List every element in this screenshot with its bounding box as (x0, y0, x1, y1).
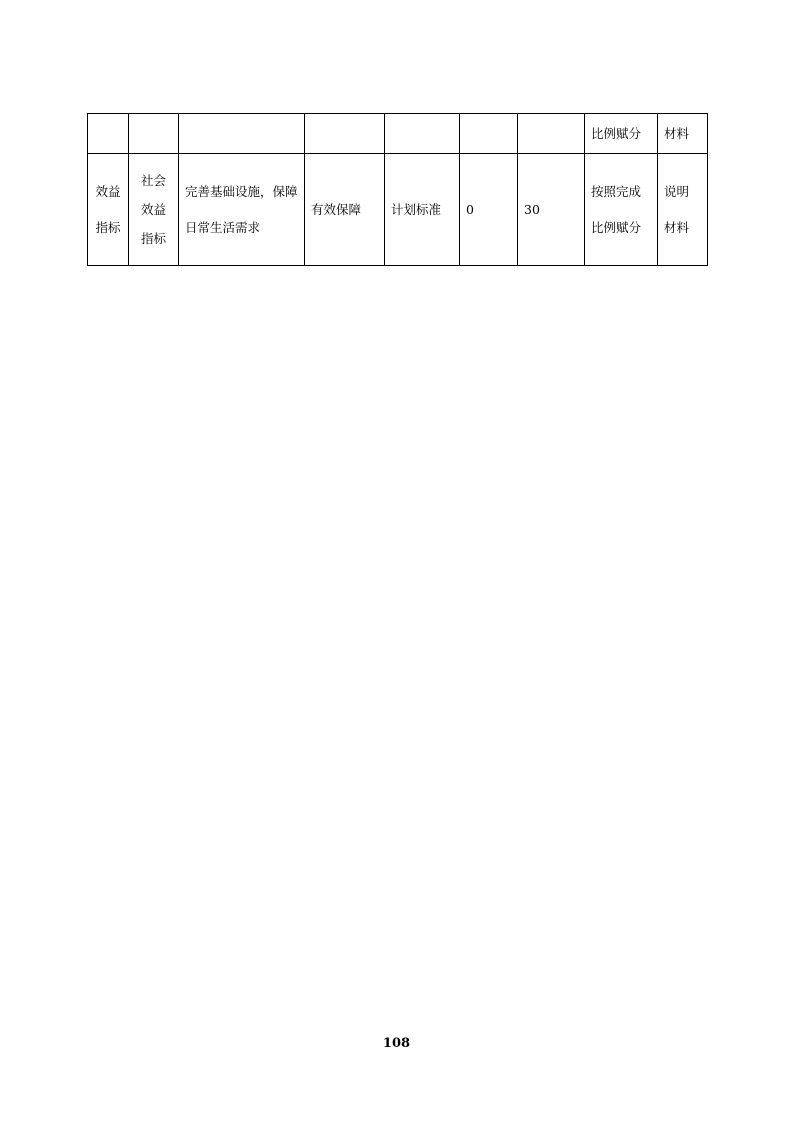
cell-text-line: 指标 (140, 231, 166, 246)
page-number: 108 (382, 1036, 411, 1051)
value-cell: 0 (460, 154, 518, 266)
performance-indicator-table (87, 113, 708, 266)
target-value-cell: 有效保障 (305, 154, 385, 266)
evidence-cell (658, 154, 708, 266)
primary-indicator-cell (88, 154, 129, 266)
table-row (88, 154, 708, 266)
evidence-cell: 材料 (658, 114, 708, 154)
table-cell (129, 114, 179, 154)
table-cell (305, 114, 385, 154)
scoring-method-cell: 比例赋分 (585, 114, 658, 154)
cell-text: 完善基础设施，保障日常生活需求 (185, 183, 298, 235)
secondary-indicator-cell (129, 154, 179, 266)
cell-text-line: 效益 (140, 202, 166, 217)
scoring-method-cell (585, 154, 658, 266)
table-cell (179, 114, 305, 154)
cell-text-line: 说明 (664, 183, 690, 199)
cell-text-line: 材料 (664, 219, 690, 235)
table-cell (518, 114, 585, 154)
table-cell (385, 114, 460, 154)
cell-text-line: 按照完成 (591, 183, 642, 199)
weight-cell: 30 (518, 154, 585, 266)
table-cell (460, 114, 518, 154)
cell-text-line: 指标 (95, 219, 121, 235)
cell-text-line: 效益 (95, 183, 121, 199)
cell-text-line: 社会 (140, 173, 166, 188)
table-row (88, 114, 708, 154)
cell-text-line: 比例赋分 (591, 219, 642, 235)
indicator-content-cell (179, 154, 305, 266)
standard-cell: 计划标准 (385, 154, 460, 266)
table-cell (88, 114, 129, 154)
